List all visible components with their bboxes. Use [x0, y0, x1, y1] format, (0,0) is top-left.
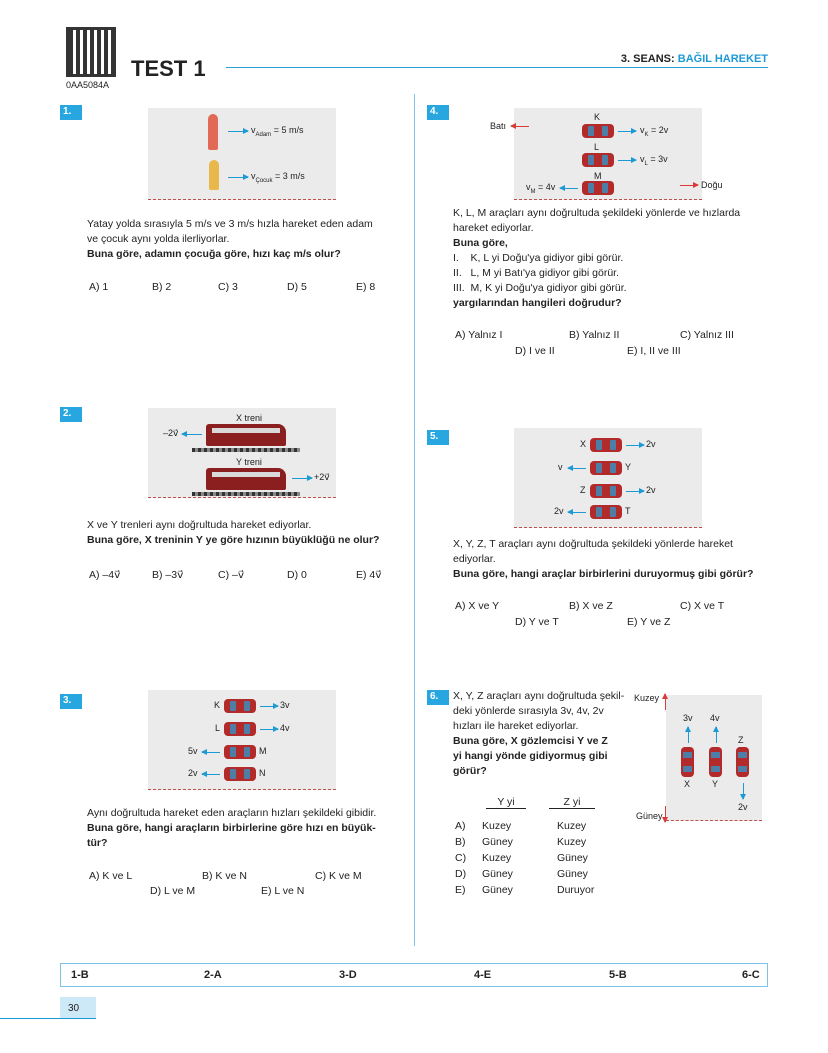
- q5-option-c[interactable]: C) X ve T: [680, 600, 725, 612]
- q2-option-b[interactable]: B) –3v⃗: [152, 569, 184, 581]
- car-n-arrow: [202, 774, 220, 775]
- car-k-speed: 3v: [280, 700, 290, 710]
- car-x-arrow: [626, 445, 644, 446]
- car-k-arrow: [260, 706, 278, 707]
- car-x-icon: [681, 747, 694, 777]
- child-icon: [209, 160, 219, 190]
- train-y-label: Y treni: [236, 457, 262, 467]
- test-title: TEST 1: [131, 56, 206, 81]
- q4-option-c[interactable]: C) Yalnız III: [680, 329, 734, 341]
- car-m-icon: [582, 181, 614, 195]
- car-t-icon: [590, 505, 622, 519]
- west-label: Batı: [490, 121, 507, 131]
- q4-option-b[interactable]: B) Yalnız II: [569, 329, 620, 341]
- south-arrow: [665, 806, 666, 822]
- answer-2: 2-A: [204, 969, 222, 981]
- train-y-speed: +2v⃗: [314, 472, 330, 482]
- q6-row-d-z: Güney: [557, 868, 588, 880]
- q6-row-c-y: Kuzey: [482, 852, 512, 864]
- q6-row-a-z: Kuzey: [557, 820, 587, 832]
- car-z-speed: 2v: [738, 802, 748, 812]
- train-x-label: X treni: [236, 413, 263, 423]
- car-y-label: Y: [712, 779, 719, 789]
- car-x-speed: 3v: [683, 713, 693, 723]
- q1-text: Yatay yolda sırasıyla 5 m/s ve 3 m/s hızla hareket eden adam ve çocuk aynı yolda ilerliyorlar. Buna göre, adamın çocuğa göre, hızı kaç m/s olur?: [87, 218, 373, 260]
- car-z-icon: [736, 747, 749, 777]
- q6-col-y: Y yi: [486, 796, 526, 809]
- q2-option-d[interactable]: D) 0: [287, 569, 307, 581]
- car-n-icon: [224, 767, 256, 781]
- south-label: Güney: [636, 811, 663, 821]
- car-y-speed: 4v: [710, 713, 720, 723]
- north-arrow: [665, 694, 666, 710]
- answer-key: [60, 963, 768, 987]
- q4-figure: [490, 108, 723, 200]
- car-k-label: K: [594, 112, 601, 122]
- q4-option-e[interactable]: E) I, II ve III: [627, 345, 681, 357]
- q4-option-a[interactable]: A) Yalnız I: [455, 329, 503, 341]
- train-y-arrow: [292, 478, 312, 479]
- car-x-arrow: [688, 727, 689, 743]
- answer-1: 1-B: [71, 969, 89, 981]
- question-number: 1.: [60, 105, 82, 120]
- car-k-icon: [582, 124, 614, 138]
- man-icon: [208, 114, 218, 150]
- q2-text: X ve Y trenleri aynı doğrultuda hareket ediyorlar. Buna göre, X treninin Y ye göre hızının büyüklüğü ne olur?: [87, 519, 380, 546]
- qr-code-label: 0AA5084A: [66, 80, 110, 90]
- car-n-speed: 2v: [188, 768, 198, 778]
- car-l-speed: $v_L = 3v$: [640, 154, 668, 167]
- q1-option-d[interactable]: D) 5: [287, 281, 307, 293]
- answer-6: 6-C: [742, 969, 760, 981]
- q3-option-a[interactable]: A) K ve L: [89, 870, 133, 882]
- car-y-icon: [590, 461, 622, 475]
- q3-option-d[interactable]: D) L ve M: [150, 885, 196, 897]
- q4-option-d[interactable]: D) I ve II: [515, 345, 555, 357]
- q5-option-e[interactable]: E) Y ve Z: [627, 616, 671, 628]
- q5-text: X, Y, Z, T araçları aynı doğrultuda şekildeki yönlerde hareket ediyorlar. Buna göre, hangi araçlar birbirlerini duruyormuş gibi görür?: [453, 538, 754, 580]
- car-t-label: T: [625, 506, 631, 516]
- q6-row-c-letter[interactable]: C): [455, 852, 467, 864]
- q3-option-c[interactable]: C) K ve M: [315, 870, 362, 882]
- session-topic: BAĞIL HAREKET: [677, 53, 768, 65]
- car-k-arrow: [618, 131, 636, 132]
- child-velocity-arrow: [228, 177, 248, 178]
- car-m-speed: $v_M = 4v$: [526, 182, 556, 195]
- car-z-icon: [590, 484, 622, 498]
- car-l-arrow: [260, 729, 278, 730]
- q5-option-a[interactable]: A) X ve Y: [455, 600, 500, 612]
- q2-option-a[interactable]: A) –4v⃗: [89, 569, 121, 581]
- car-m-speed: 5v: [188, 746, 198, 756]
- car-k-icon: [224, 699, 256, 713]
- q1-option-b[interactable]: B) 2: [152, 281, 172, 293]
- q5-option-b[interactable]: B) X ve Z: [569, 600, 613, 612]
- car-x-icon: [590, 438, 622, 452]
- q3-option-e[interactable]: E) L ve N: [261, 885, 305, 897]
- train-x-icon: [206, 424, 286, 446]
- car-m-arrow: [560, 188, 578, 189]
- q3-text: Aynı doğrultuda hareket eden araçların hızları şekildeki gibidir. Buna göre, hangi araçların birbirlerine göre hızı en büyük- tür?: [87, 807, 377, 849]
- session-title: [621, 53, 768, 65]
- q6-row-e-letter[interactable]: E): [455, 884, 466, 896]
- page-rule: [0, 1018, 96, 1019]
- man-velocity-arrow: [228, 131, 248, 132]
- q1-option-a[interactable]: A) 1: [89, 281, 109, 293]
- east-label: Doğu: [701, 180, 723, 190]
- train-y-icon: [206, 468, 286, 490]
- car-y-arrow: [716, 727, 717, 743]
- car-m-label: M: [259, 746, 267, 756]
- car-t-speed: 2v: [554, 506, 564, 516]
- q6-row-d-letter[interactable]: D): [455, 868, 467, 880]
- car-z-label: Z: [738, 735, 744, 745]
- car-k-label: K: [214, 700, 221, 710]
- q2-figure: [148, 408, 336, 498]
- man-velocity-label: $v_{Adam} = 5$ m/s: [251, 125, 304, 138]
- car-m-arrow: [202, 752, 220, 753]
- north-label: Kuzey: [634, 693, 660, 703]
- q3-figure: [148, 690, 336, 790]
- qr-code: [66, 27, 116, 77]
- q6-row-b-z: Kuzey: [557, 836, 587, 848]
- answer-4: 4-E: [474, 969, 492, 981]
- car-t-arrow: [568, 512, 586, 513]
- q6-text: X, Y, Z araçları aynı doğrultuda şekil- deki yönlerde sırasıyla 3v, 4v, 2v hızları ile hareket ediyorlar. Buna göre, X gözlemcisi Y ve Z yi hangi yönde gidiyormuş gibi görür?: [453, 690, 625, 777]
- question-number: 2.: [60, 407, 82, 422]
- car-m-label: M: [594, 171, 602, 181]
- car-y-arrow: [568, 468, 586, 469]
- car-z-speed: 2v: [646, 485, 656, 495]
- q6-row-b-y: Güney: [482, 836, 513, 848]
- answer-3: 3-D: [339, 969, 357, 981]
- q4-text: K, L, M araçları aynı doğrultuda şekildeki yönlerde ve hızlarda hareket ediyorlar. Buna göre, I. K, L yi Doğu'ya gidiyor gibi görür. II. L, M yi Batı'ya gidiyor gibi görür. III. M, K yi Doğu'ya gidiyor gibi görür. yargılarından hangileri doğrudur?: [453, 207, 741, 309]
- column-divider: [414, 94, 415, 946]
- session-prefix: 3. SEANS:: [620, 53, 678, 65]
- q5-option-d[interactable]: D) Y ve T: [515, 616, 559, 628]
- question-number: 5.: [427, 430, 449, 445]
- q6-row-a-letter[interactable]: A): [455, 820, 466, 832]
- car-z-arrow: [626, 491, 644, 492]
- car-l-icon: [224, 722, 256, 736]
- child-velocity-label: $v_{Çocuk} = 3$ m/s: [251, 171, 305, 184]
- q1-option-e[interactable]: E) 8: [356, 281, 376, 293]
- car-z-label: Z: [580, 485, 586, 495]
- car-x-label: X: [684, 779, 691, 789]
- car-x-label: X: [580, 439, 587, 449]
- q6-figure: [666, 695, 762, 821]
- q1-figure: [148, 108, 336, 200]
- car-l-speed: 4v: [280, 723, 290, 733]
- car-y-speed: v: [558, 462, 563, 472]
- header-rule: [226, 67, 768, 68]
- car-x-speed: 2v: [646, 439, 656, 449]
- question-number: 3.: [60, 694, 82, 709]
- car-n-label: N: [259, 768, 266, 778]
- car-y-label: Y: [625, 462, 632, 472]
- east-arrow: [680, 185, 698, 186]
- q2-option-e[interactable]: E) 4v⃗: [356, 569, 382, 581]
- car-k-speed: $v_K = 2v$: [640, 125, 669, 138]
- question-number: 6.: [427, 690, 449, 705]
- car-l-arrow: [618, 160, 636, 161]
- question-number: 4.: [427, 105, 449, 120]
- west-arrow: [511, 126, 529, 127]
- q6-col-z: Z yi: [549, 796, 595, 809]
- car-y-icon: [709, 747, 722, 777]
- q5-figure: [514, 428, 702, 528]
- q6-row-a-y: Kuzey: [482, 820, 512, 832]
- q6-row-d-y: Güney: [482, 868, 513, 880]
- page-number: 30: [60, 997, 96, 1019]
- train-x-arrow: [182, 434, 202, 435]
- q1-option-c[interactable]: C) 3: [218, 281, 238, 293]
- q6-row-c-z: Güney: [557, 852, 588, 864]
- car-m-icon: [224, 745, 256, 759]
- train-x-speed: –2v⃗: [163, 428, 179, 438]
- q6-row-e-y: Güney: [482, 884, 513, 896]
- car-l-label: L: [594, 142, 600, 152]
- q3-option-b[interactable]: B) K ve N: [202, 870, 247, 882]
- q2-option-c[interactable]: C) –v⃗: [218, 569, 245, 581]
- answer-5: 5-B: [609, 969, 627, 981]
- car-z-arrow: [743, 783, 744, 799]
- car-l-label: L: [215, 723, 221, 733]
- car-l-icon: [582, 153, 614, 167]
- q6-row-e-z: Duruyor: [557, 884, 595, 896]
- q6-row-b-letter[interactable]: B): [455, 836, 466, 848]
